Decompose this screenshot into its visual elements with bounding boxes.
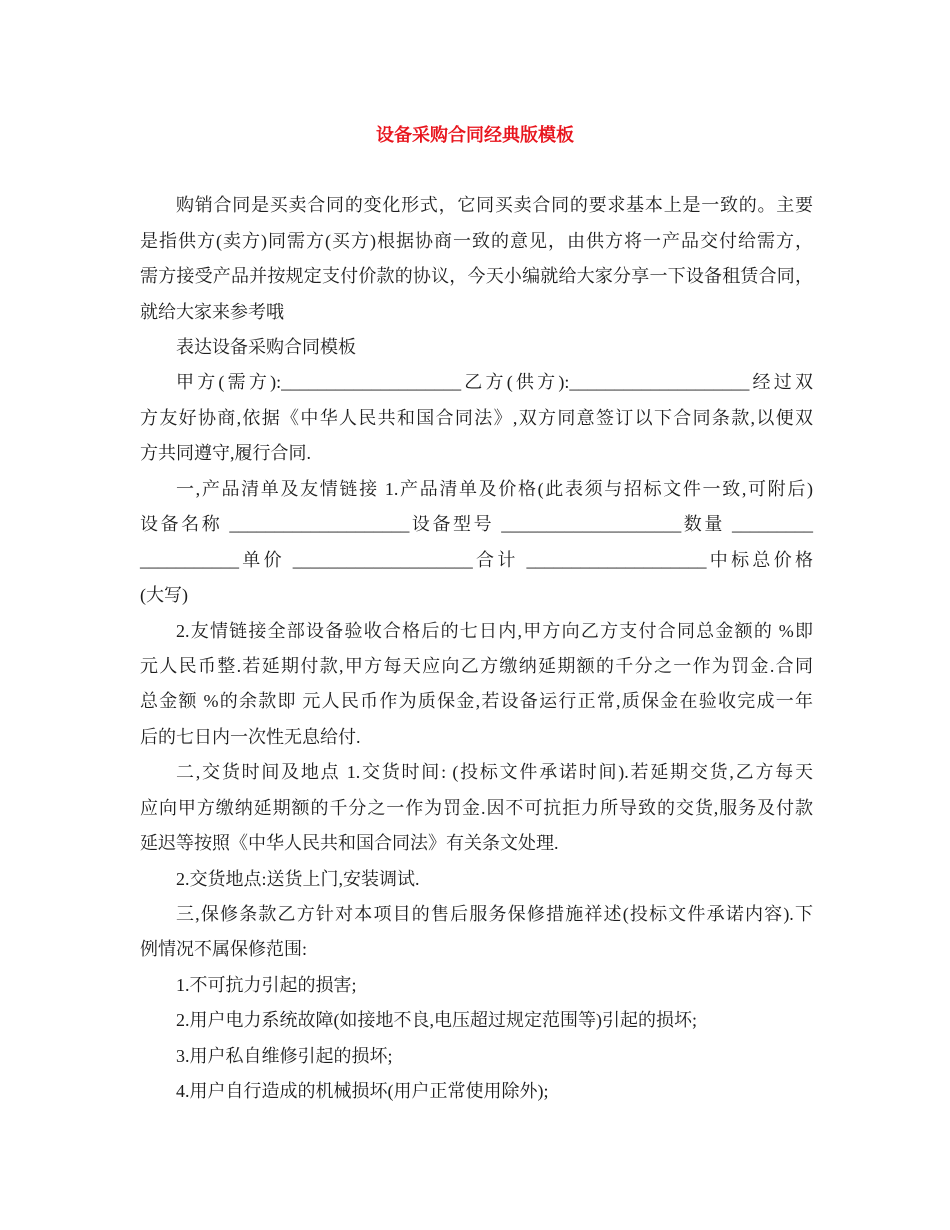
- paragraph-delivery-time: [140, 755, 813, 861]
- text-line: 设备名称 ____________________设备型号 ____________________数量 _________: [140, 514, 813, 535]
- text-line: 甲方(需方):____________________乙方(供方):____________________经过双: [176, 372, 813, 393]
- text-line: 1.不可抗力引起的损害;: [176, 974, 357, 995]
- text-line: 一,产品清单及友情链接 1.产品清单及价格(此表须与招标文件一致,可附后): [176, 478, 813, 499]
- text-line: 应向甲方缴纳延期额的千分之一作为罚金.因不可抗拒力所导致的交货,服务及付款: [140, 797, 813, 818]
- warranty-exclusion-2: [140, 1003, 813, 1038]
- text-line: 后的七日内一次性无息给付.: [140, 726, 361, 747]
- paragraph-warranty: [140, 897, 813, 968]
- text-line: 方友好协商,依据《中华人民共和国合同法》,双方同意签订以下合同条款,以便双: [140, 407, 813, 428]
- text-line: 2.友情链接全部设备验收合格后的七日内,甲方向乙方支付合同总金额的 %即: [176, 620, 813, 641]
- text-line: 4.用户自行造成的机械损坏(用户正常使用除外);: [176, 1081, 549, 1102]
- text-line: 2.用户电力系统故障(如接地不良,电压超过规定范围等)引起的损坏;: [176, 1010, 697, 1031]
- warranty-exclusion-3: [140, 1039, 813, 1074]
- paragraph-intro: [140, 188, 813, 330]
- text-line: 方共同遵守,履行合同.: [140, 443, 311, 464]
- text-line: 3.用户私自维修引起的损坏;: [176, 1045, 393, 1066]
- text-line: 元人民币整.若延期付款,甲方每天应向乙方缴纳延期额的千分之一作为罚金.合同: [140, 655, 813, 676]
- document-body: [140, 188, 813, 1109]
- paragraph-parties: [140, 365, 813, 471]
- text-line: 三,保修条款乙方针对本项目的售后服务保修措施祥述(投标文件承诺内容).下: [176, 904, 813, 925]
- warranty-exclusion-1: [140, 968, 813, 1003]
- text-line: 延迟等按照《中华人民共和国合同法》有关条文处理.: [140, 833, 559, 854]
- text-line: 二,交货时间及地点 1.交货时间: (投标文件承诺时间).若延期交货,乙方每天: [176, 762, 813, 783]
- paragraph-product-list: [140, 472, 813, 614]
- text-line: 需方接受产品并按规定支付价款的协议，今天小编就给大家分享一下设备租赁合同，: [140, 266, 813, 287]
- text-line: 表达设备采购合同模板: [176, 337, 356, 358]
- text-line: 2.交货地点:送货上门,安装调试.: [176, 868, 420, 889]
- text-line: 例情况不属保修范围:: [140, 939, 308, 960]
- text-line: 购销合同是买卖合同的变化形式，它同买卖合同的要求基本上是一致的。主要: [176, 195, 813, 216]
- text-line: 总金额 %的余款即 元人民币作为质保金,若设备运行正常,质保金在验收完成一年: [140, 691, 813, 712]
- paragraph-delivery-place: [140, 862, 813, 897]
- paragraph-template-heading: [140, 330, 813, 365]
- paragraph-payment: [140, 614, 813, 756]
- text-line: ___________单价 ____________________合计 ____________________中标总价格: [140, 549, 813, 570]
- warranty-exclusion-4: [140, 1074, 813, 1109]
- text-line: 是指供方(卖方)同需方(买方)根据协商一致的意见，由供方将一产品交付给需方，: [140, 230, 813, 251]
- text-line: (大写): [140, 585, 188, 606]
- document-title: 设备采购合同经典版模板: [376, 125, 574, 145]
- text-line: 就给大家来参考哦: [140, 301, 284, 322]
